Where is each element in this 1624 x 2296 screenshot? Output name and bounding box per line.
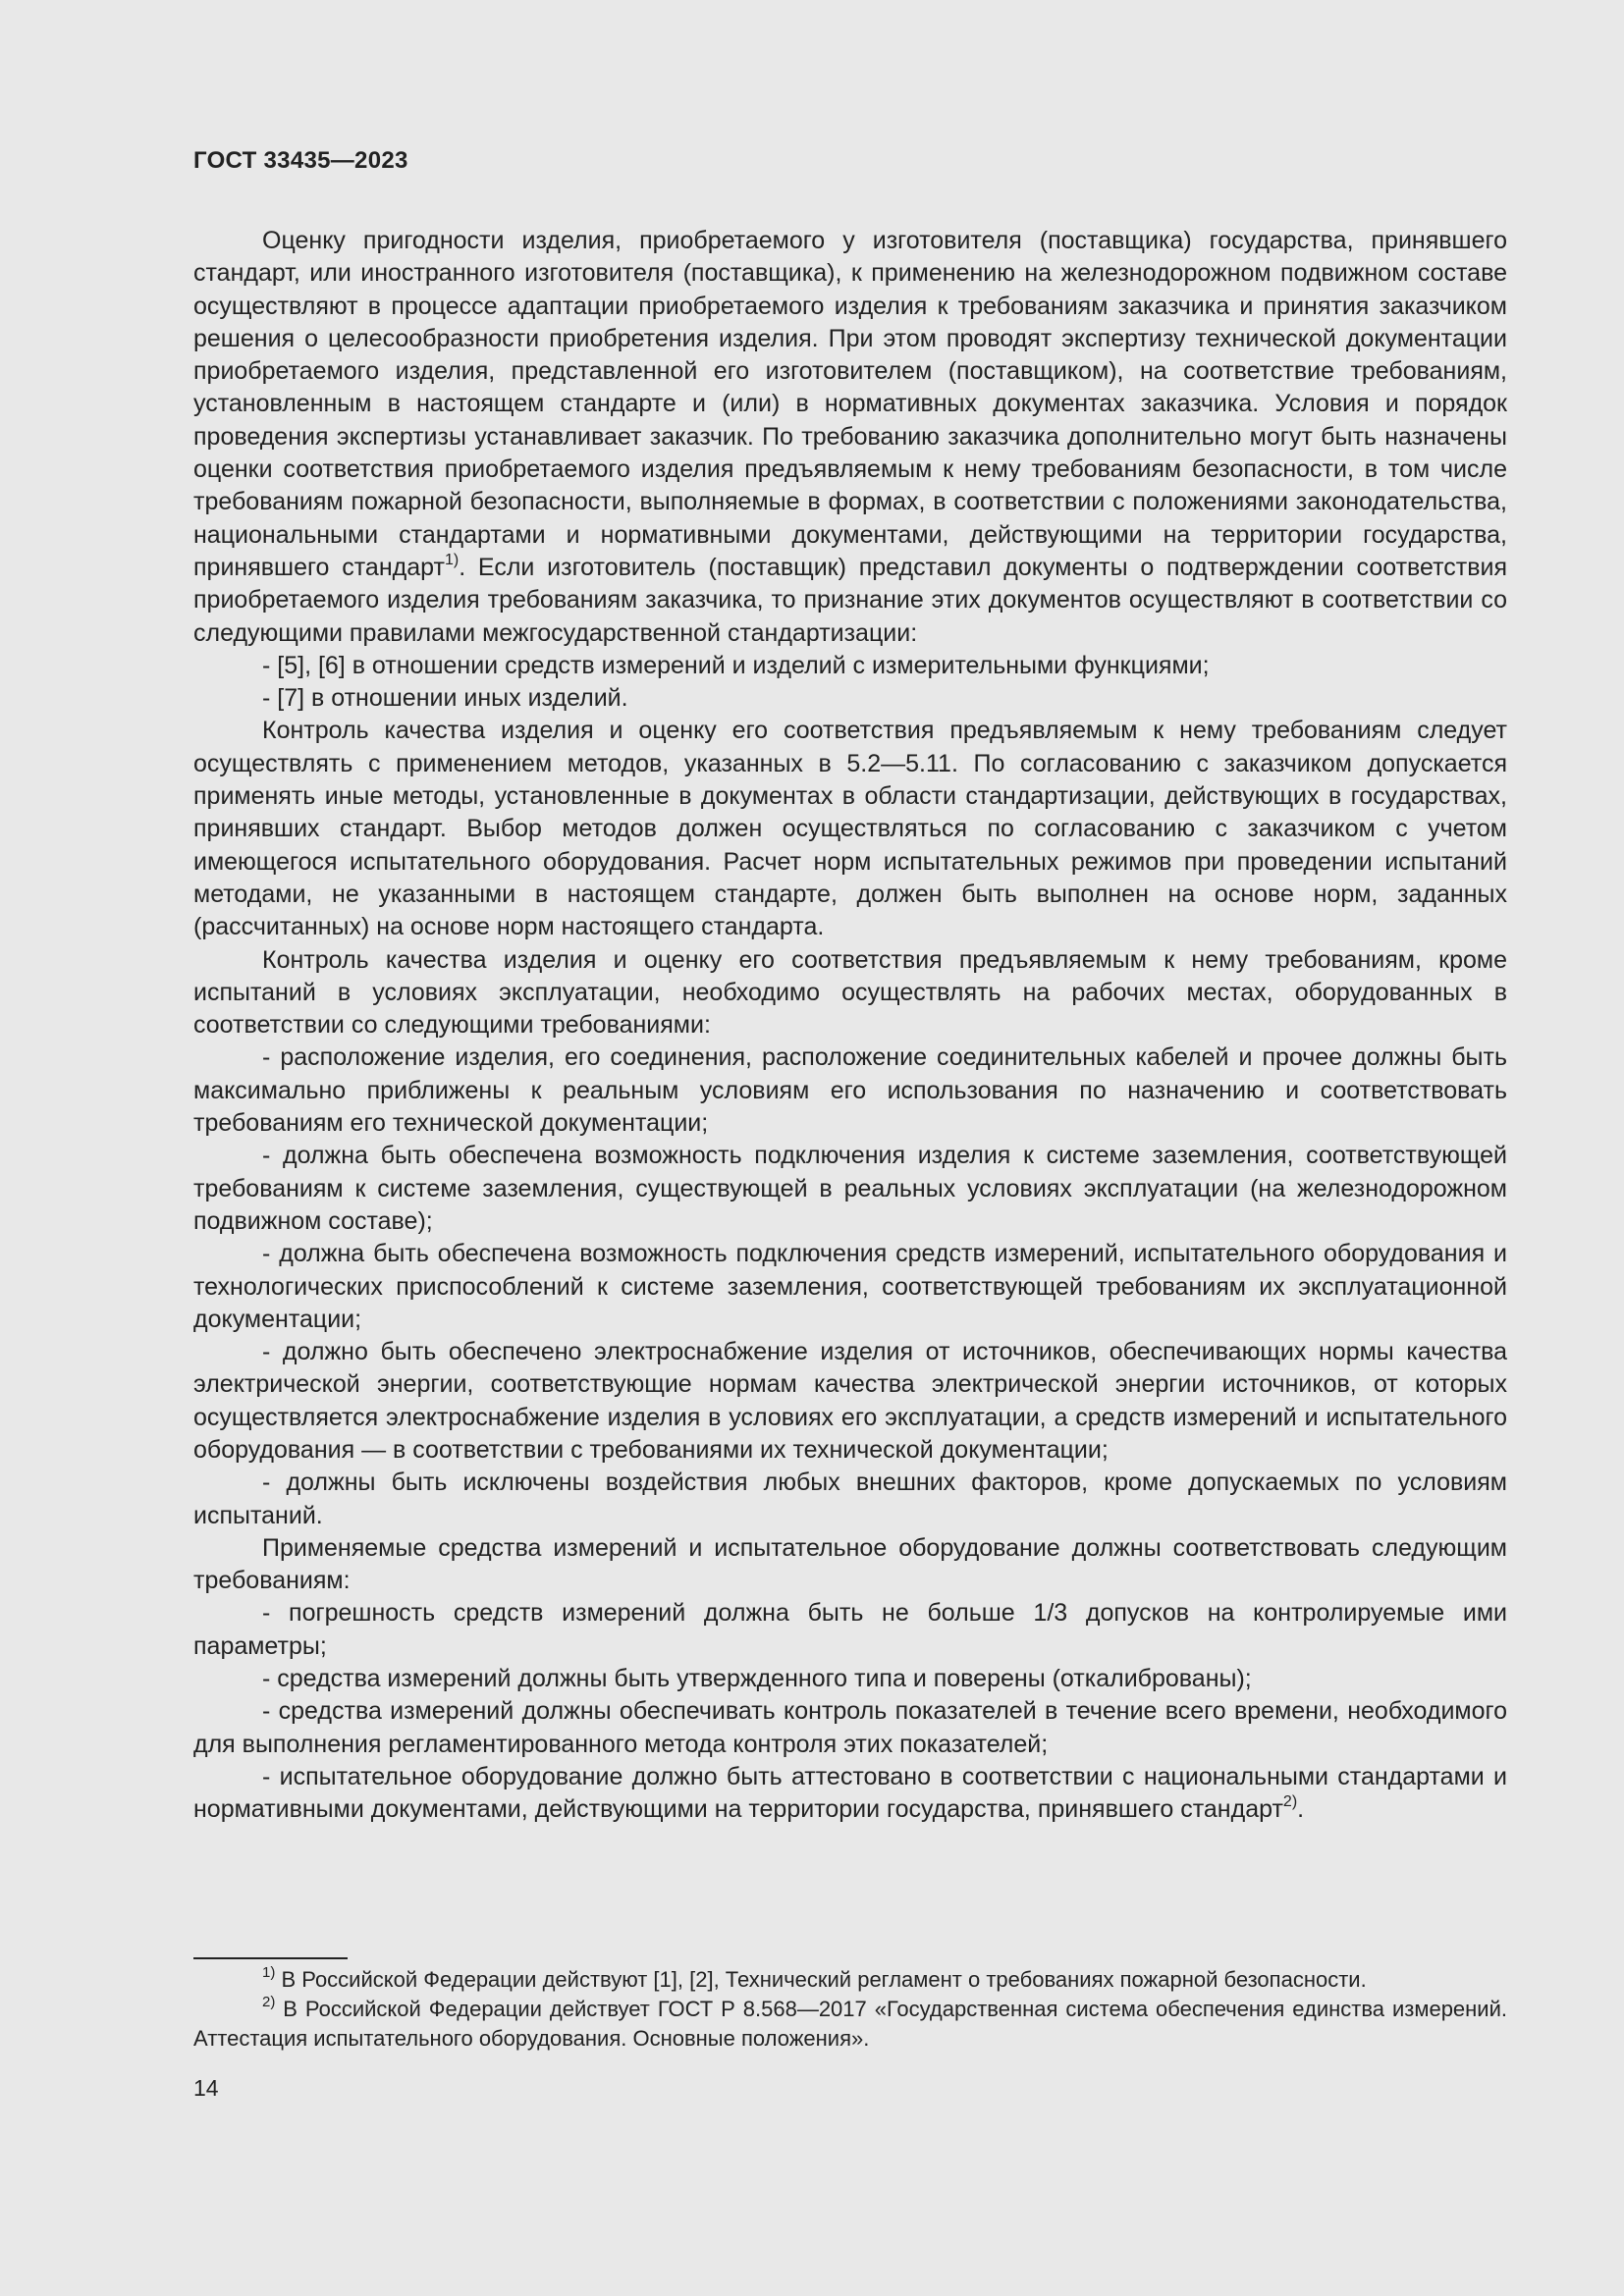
paragraph (193, 225, 1507, 650)
footnote-text: В Российской Федерации действует ГОСТ Р 8.568—2017 «Государственная система обеспечения единства измерений. Аттестация испытательного оборудования. Основные положения». (193, 1997, 1507, 2051)
footnote-marker: 2) (262, 1993, 276, 2010)
footnotes (193, 1965, 1507, 2054)
list-item: - должна быть обеспечена возможность подключения средств измерений, испытательного оборудования и технологических приспособлений к системе заземления, соответствующей требованиям их эксплуатационной документации; (193, 1240, 1507, 1333)
list-item: - должны быть исключены воздействия любых внешних факторов, кроме допускаемых по условиям испытаний. (193, 1468, 1507, 1529)
list-item-text: - испытательное оборудование должно быть аттестовано в соответствии с национальными стандартами и нормативными документами, действующими на территории государства, принявшего стандарт (193, 1762, 1507, 1824)
main-text (193, 225, 1507, 1827)
list-item: - средства измерений должны быть утвержденного типа и поверены (откалиброваны); (262, 1665, 1252, 1693)
footnote-ref: 2) (1282, 1792, 1298, 1810)
list-item: - погрешность средств измерений должна быть не больше 1/3 допусков на контролируемые ими параметры; (193, 1599, 1507, 1660)
list-item-text: . (1297, 1795, 1305, 1824)
footnote-ref: 1) (444, 551, 460, 568)
document-header: ГОСТ 33435—2023 (193, 147, 408, 174)
paragraph-text: Оценку пригодности изделия, приобретаемого у изготовителя (поставщика) государства, принявшего стандарт, или иностранного изготовителя (поставщика), к применению на железнодорожном подвижном составе осуществляют в процессе адаптации приобретаемого изделия к требованиям заказчика и принятия заказчиком решения о целесообразности приобретения изделия. При этом проводят экспертизу технической документации приобретаемого изделия, представленной его изготовителем (поставщиком), на соответствие требованиям, установленным в настоящем стандарте и (или) в нормативных документах заказчика. Условия и порядок проведения экспертизы устанавливает заказчик. По требованию заказчика дополнительно могут быть назначены оценки соответствия приобретаемого изделия предъявляемым к нему требованиям безопасности, в том числе требованиям пожарной безопасности, выполняемые в формах, в соответствии с положениями законодательства, национальными стандартами и нормативными документами, действующими на территории государства, принявшего стандарт (193, 227, 1507, 581)
footnote-text: В Российской Федерации действуют [1], [2], Технический регламент о требованиях пожарной безопасности. (275, 1967, 1367, 1992)
list-item: - средства измерений должны обеспечивать контроль показателей в течение всего времени, необходимого для выполнения регламентированного метода контроля этих показателей; (193, 1697, 1507, 1758)
paragraph: Контроль качества изделия и оценку его соответствия предъявляемым к нему требованиям, кроме испытаний в условиях эксплуатации, необходимо осуществлять на рабочих местах, оборудованных в соответствии со следующими требованиями: (193, 945, 1507, 1040)
list-item: - расположение изделия, его соединения, расположение соединительных кабелей и прочее должны быть максимально приближены к реальным условиям его использования по назначению и соответствовать требованиям его технической документации; (193, 1043, 1507, 1138)
page-number: 14 (193, 2075, 219, 2101)
footnote-separator (193, 1957, 348, 1959)
paragraph: Применяемые средства измерений и испытательное оборудование должны соответствовать следующим требованиям: (193, 1533, 1507, 1595)
paragraph-text: . Если изготовитель (поставщик) представил документы о подтверждении соответствия приобретаемого изделия требованиям заказчика, то признание этих документов осуществляют в соответствии со следующими правилами межгосударственной стандартизации: (193, 553, 1508, 647)
footnote (193, 1965, 1507, 1995)
list-item: - должна быть обеспечена возможность подключения изделия к системе заземления, соответствующей требованиям к системе заземления, существующей в реальных условиях эксплуатации (на железнодорожном подвижном составе); (193, 1142, 1507, 1235)
list-item: - должно быть обеспечено электроснабжение изделия от источников, обеспечивающих нормы качества электрической энергии, соответствующие нормам качества электрической энергии источников, от которых осуществляется электроснабжение изделия в условиях его эксплуатации, а средств измерений и испытательного оборудования — в соответствии с требованиями их технической документации; (193, 1338, 1507, 1464)
footnote-marker: 1) (262, 1963, 276, 1981)
list-item: - [5], [6] в отношении средств измерений и изделий с измерительными функциями; (262, 651, 1210, 679)
footnote (193, 1995, 1507, 2054)
paragraph: Контроль качества изделия и оценку его соответствия предъявляемым к нему требованиям следует осуществлять с применением методов, указанных в 5.2—5.11. По согласованию с заказчиком допускается применять иные методы, установленные в документах в области стандартизации, действующих в государствах, принявших стандарт. Выбор методов должен осуществляться по согласованию с заказчиком с учетом имеющегося испытательного оборудования. Расчет норм испытательных режимов при проведении испытаний методами, не указанными в настоящем стандарте, должен быть выполнен на основе норм, заданных (рассчитанных) на основе норм настоящего стандарта. (193, 717, 1507, 941)
list-item (193, 1761, 1507, 1827)
list-item: - [7] в отношении иных изделий. (262, 684, 628, 713)
